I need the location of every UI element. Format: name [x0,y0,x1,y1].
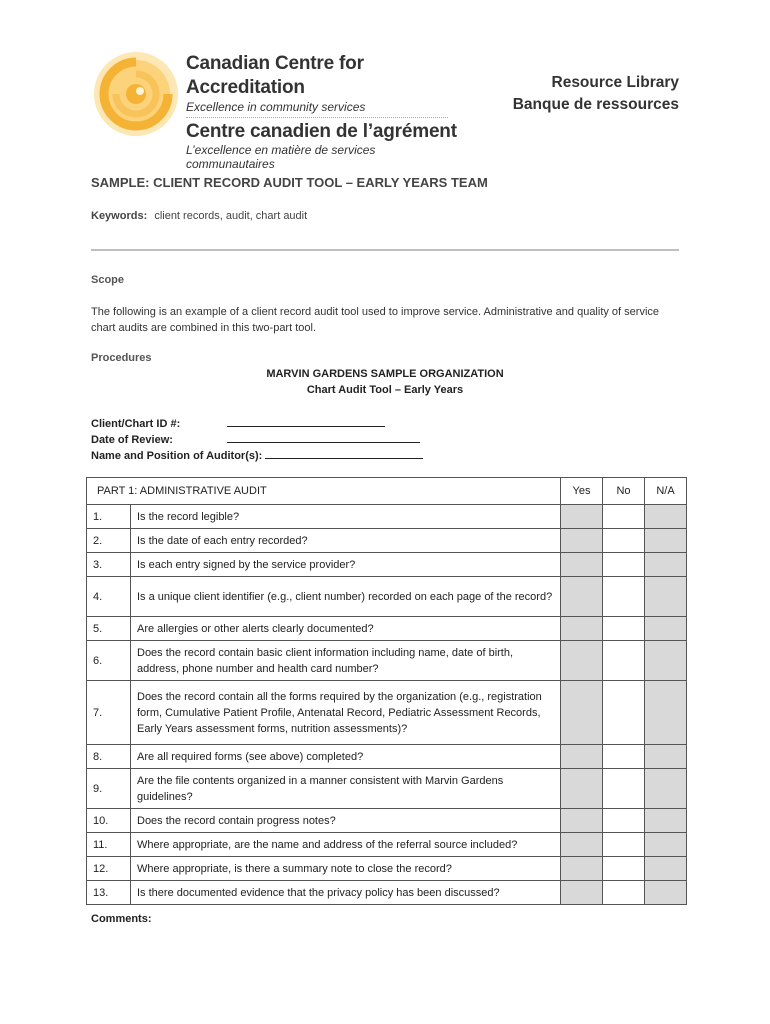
table-row [87,809,687,833]
row-number: 11. [87,833,131,857]
no-cell[interactable] [603,745,645,769]
row-question: Are all required forms (see above) completed? [131,745,561,769]
na-cell[interactable] [645,857,687,881]
row-number: 8. [87,745,131,769]
row-number: 2. [87,529,131,553]
no-cell[interactable] [603,681,645,745]
table-row [87,505,687,529]
auditor-row [91,447,423,463]
keywords-label: Keywords: [91,210,148,222]
org-divider [186,117,448,118]
audit-fields [91,415,423,463]
row-question: Does the record contain progress notes? [131,809,561,833]
table-row [87,833,687,857]
library-english: Resource Library [551,74,679,91]
row-number: 5. [87,617,131,641]
organization-title: MARVIN GARDENS SAMPLE ORGANIZATION [266,368,504,380]
row-question: Is the date of each entry recorded? [131,529,561,553]
row-number: 12. [87,857,131,881]
procedures-heading: Procedures [91,352,152,364]
part-title: PART 1: ADMINISTRATIVE AUDIT [87,478,561,505]
row-number: 13. [87,881,131,905]
no-cell[interactable] [603,617,645,641]
yes-cell[interactable] [561,745,603,769]
document-title: SAMPLE: CLIENT RECORD AUDIT TOOL – EARLY YEARS TEAM [91,175,488,190]
row-question: Does the record contain all the forms required by the organization (e.g., registration form, Cumulative Patient Profile, Antenatal Record, Pediatric Assessment Records, Early Years assessment forms, nutrition assessments)? [131,681,561,745]
org-name-french: Centre canadien de l’agrément [186,121,457,142]
section-divider [91,249,679,251]
tool-title: Chart Audit Tool – Early Years [306,384,464,396]
client-id-blank[interactable] [227,415,385,427]
table-row [87,881,687,905]
yes-cell[interactable] [561,809,603,833]
yes-cell[interactable] [561,577,603,617]
no-cell[interactable] [603,881,645,905]
yes-cell[interactable] [561,553,603,577]
organization-name-block [186,52,466,171]
na-cell[interactable] [645,529,687,553]
keywords-value: client records, audit, chart audit [154,210,308,222]
row-number: 3. [87,553,131,577]
scope-heading: Scope [91,274,125,286]
na-cell[interactable] [645,681,687,745]
row-question: Is the record legible? [131,505,561,529]
row-question: Does the record contain basic client information including name, date of birth, address, phone number and health card number? [131,641,561,681]
scope-paragraph: The following is an example of a client record audit tool used to improve service. Administrative and quality of service chart audits are combined in this two-part tool. [91,306,660,334]
na-cell[interactable] [645,641,687,681]
row-number: 4. [87,577,131,617]
table-row [87,857,687,881]
table-row [87,529,687,553]
yes-cell[interactable] [561,617,603,641]
yes-cell[interactable] [561,681,603,745]
row-question: Where appropriate, are the name and address of the referral source included? [131,833,561,857]
na-cell[interactable] [645,745,687,769]
na-cell[interactable] [645,833,687,857]
table-row [87,553,687,577]
na-cell[interactable] [645,809,687,833]
table-row [87,641,687,681]
row-number: 1. [87,505,131,529]
row-question: Where appropriate, is there a summary note to close the record? [131,857,561,881]
row-number: 10. [87,809,131,833]
keywords-line [91,210,307,222]
no-cell[interactable] [603,833,645,857]
table-header-row [87,478,687,505]
cca-logo-icon [88,46,188,138]
comments-label: Comments: [91,913,152,925]
yes-cell[interactable] [561,881,603,905]
yes-cell[interactable] [561,769,603,809]
table-row [87,769,687,809]
client-id-row [91,415,423,431]
yes-cell[interactable] [561,833,603,857]
table-row [87,745,687,769]
org-tagline-english: Excellence in community services [186,100,366,114]
org-tagline-french: L’excellence en matière de services communautaires [186,143,376,171]
row-question: Is a unique client identifier (e.g., client number) recorded on each page of the record? [131,577,561,617]
no-cell[interactable] [603,505,645,529]
yes-cell[interactable] [561,505,603,529]
na-cell[interactable] [645,769,687,809]
column-yes: Yes [561,478,603,505]
client-id-label: Client/Chart ID #: [91,418,181,430]
auditor-label: Name and Position of Auditor(s): [91,450,263,462]
no-cell[interactable] [603,529,645,553]
org-name-english: Canadian Centre for Accreditation [186,53,364,98]
no-cell[interactable] [603,857,645,881]
no-cell[interactable] [603,641,645,681]
no-cell[interactable] [603,577,645,617]
auditor-blank[interactable] [265,447,423,459]
na-cell[interactable] [645,553,687,577]
review-date-label: Date of Review: [91,434,173,446]
na-cell[interactable] [645,881,687,905]
yes-cell[interactable] [561,529,603,553]
column-na: N/A [645,478,687,505]
table-row [87,617,687,641]
row-question: Is there documented evidence that the privacy policy has been discussed? [131,881,561,905]
library-french: Banque de ressources [512,96,679,113]
audit-rows [87,505,687,905]
no-cell[interactable] [603,769,645,809]
yes-cell[interactable] [561,857,603,881]
resource-library-label [513,72,679,116]
na-cell[interactable] [645,577,687,617]
administrative-audit-table [86,477,687,905]
na-cell[interactable] [645,505,687,529]
table-row [87,577,687,617]
row-number: 7. [87,681,131,745]
review-date-blank[interactable] [227,431,420,443]
no-cell[interactable] [603,553,645,577]
review-date-row [91,431,423,447]
row-question: Are the file contents organized in a manner consistent with Marvin Gardens guidelines? [131,769,561,809]
yes-cell[interactable] [561,641,603,681]
row-number: 9. [87,769,131,809]
row-number: 6. [87,641,131,681]
na-cell[interactable] [645,617,687,641]
row-question: Is each entry signed by the service provider? [131,553,561,577]
table-row [87,681,687,745]
row-question: Are allergies or other alerts clearly documented? [131,617,561,641]
no-cell[interactable] [603,809,645,833]
column-no: No [603,478,645,505]
